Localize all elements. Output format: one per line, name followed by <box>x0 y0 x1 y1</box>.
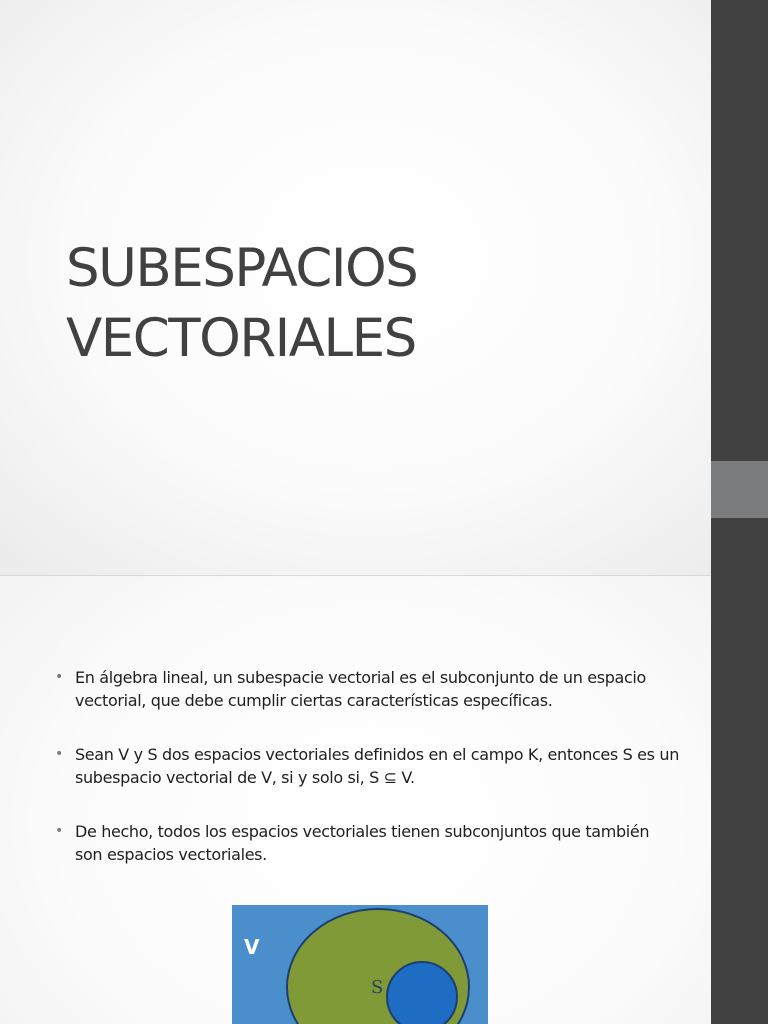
bullet-text: De hecho, todos los espacios vectoriales tienen subconjuntos que también son espacios vectoriales. <box>75 822 650 864</box>
slide-content-page <box>0 576 711 1024</box>
subspace-venn-diagram <box>232 905 488 1024</box>
slide-title <box>66 234 686 374</box>
bullet-item <box>55 666 680 712</box>
bullet-icon: • <box>55 823 63 839</box>
bullet-list <box>55 666 680 897</box>
bullet-text: Sean V y S dos espacios vectoriales definidos en el campo K, entonces S es un subespacio vectorial de V, si y solo si, S ⊆ V. <box>75 745 679 787</box>
venn-svg <box>232 905 488 1024</box>
bullet-icon: • <box>55 746 63 762</box>
set-s-label: S <box>371 977 384 998</box>
scrollbar-thumb[interactable] <box>711 461 768 518</box>
slide-title-line-1: SUBESPACIOS <box>66 238 418 299</box>
bullet-text: En álgebra lineal, un subespacie vectorial es el subconjunto de un espacio vectorial, que debe cumplir ciertas características específicas. <box>75 668 646 710</box>
slide-title-line-2: VECTORIALES <box>66 308 416 369</box>
bullet-icon: • <box>55 669 63 685</box>
bullet-item <box>55 743 680 789</box>
bullet-item <box>55 820 680 866</box>
set-s-region <box>387 962 457 1024</box>
scrollbar-track[interactable] <box>711 0 768 1024</box>
set-v-label: V <box>244 935 260 959</box>
